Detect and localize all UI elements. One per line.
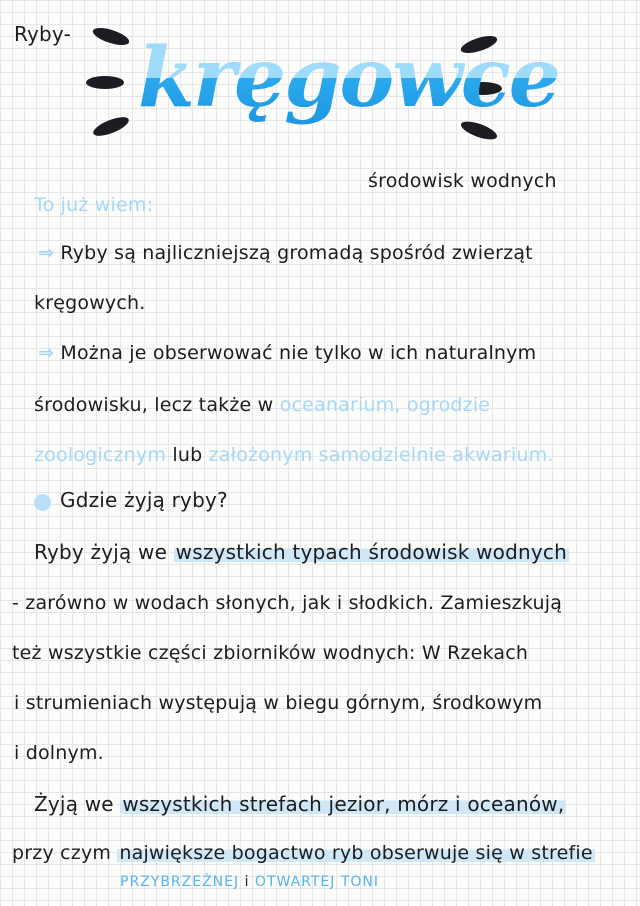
title-prefix: Ryby-	[14, 22, 72, 46]
body-text: też wszystkie części zbiorników wodnych: W Rzekach	[12, 642, 529, 664]
page-title: kręgowce	[138, 30, 559, 126]
subtitle: środowisk wodnych	[368, 170, 557, 192]
body-highlight: największe bogactwo ryb obserwuje się w strefie	[119, 842, 593, 864]
body-text: Żyją we	[34, 792, 114, 816]
intro-text: Ryby są najliczniejszą gromadą spośród zwierząt	[60, 242, 533, 264]
body-text: i strumieniach występują w biegu górnym, środkowym	[14, 692, 543, 714]
body-highlight: PRZYBRZEŻNEJ	[120, 874, 240, 890]
decorative-stroke	[91, 24, 131, 48]
intro-highlight: oceanarium, ogrodzie	[279, 394, 491, 416]
body-text: przy czym	[12, 842, 112, 864]
intro-highlight: założonym samodzielnie akwarium.	[208, 444, 554, 466]
intro-line	[34, 394, 490, 416]
intro-text: lub	[172, 444, 203, 466]
intro-text: Można je obserwować nie tylko w ich naturalnym	[60, 342, 537, 364]
intro-line	[38, 242, 533, 264]
body-highlight: wszystkich strefach jezior, mórz i oceanów,	[122, 792, 565, 816]
body-text: Ryby żyją we	[34, 540, 168, 564]
decorative-stroke	[86, 76, 124, 89]
arrow-icon: ⇒	[38, 242, 55, 264]
intro-heading: To już wiem:	[34, 194, 154, 216]
section-question: Gdzie żyją ryby?	[60, 488, 228, 512]
body-line	[34, 540, 569, 564]
intro-line	[34, 444, 554, 466]
body-text: i dolnym.	[14, 742, 104, 764]
body-highlight: wszystkich typach środowisk wodnych	[175, 540, 567, 564]
arrow-icon: ⇒	[38, 342, 55, 364]
intro-line	[38, 342, 536, 364]
intro-text: środowisku, lecz także w	[34, 394, 274, 416]
bullet-dot	[34, 494, 51, 511]
body-highlight: OTWARTEJ TONI	[254, 874, 380, 890]
body-text: i	[244, 874, 250, 890]
decorative-stroke	[91, 113, 131, 139]
body-line	[34, 792, 566, 816]
body-text: - zarówno w wodach słonych, jak i słodkich. Zamieszkują	[12, 592, 563, 614]
body-line	[120, 874, 379, 890]
intro-text: kręgowych.	[34, 292, 146, 314]
intro-highlight: zoologicznym	[34, 444, 167, 466]
body-line	[12, 842, 595, 864]
